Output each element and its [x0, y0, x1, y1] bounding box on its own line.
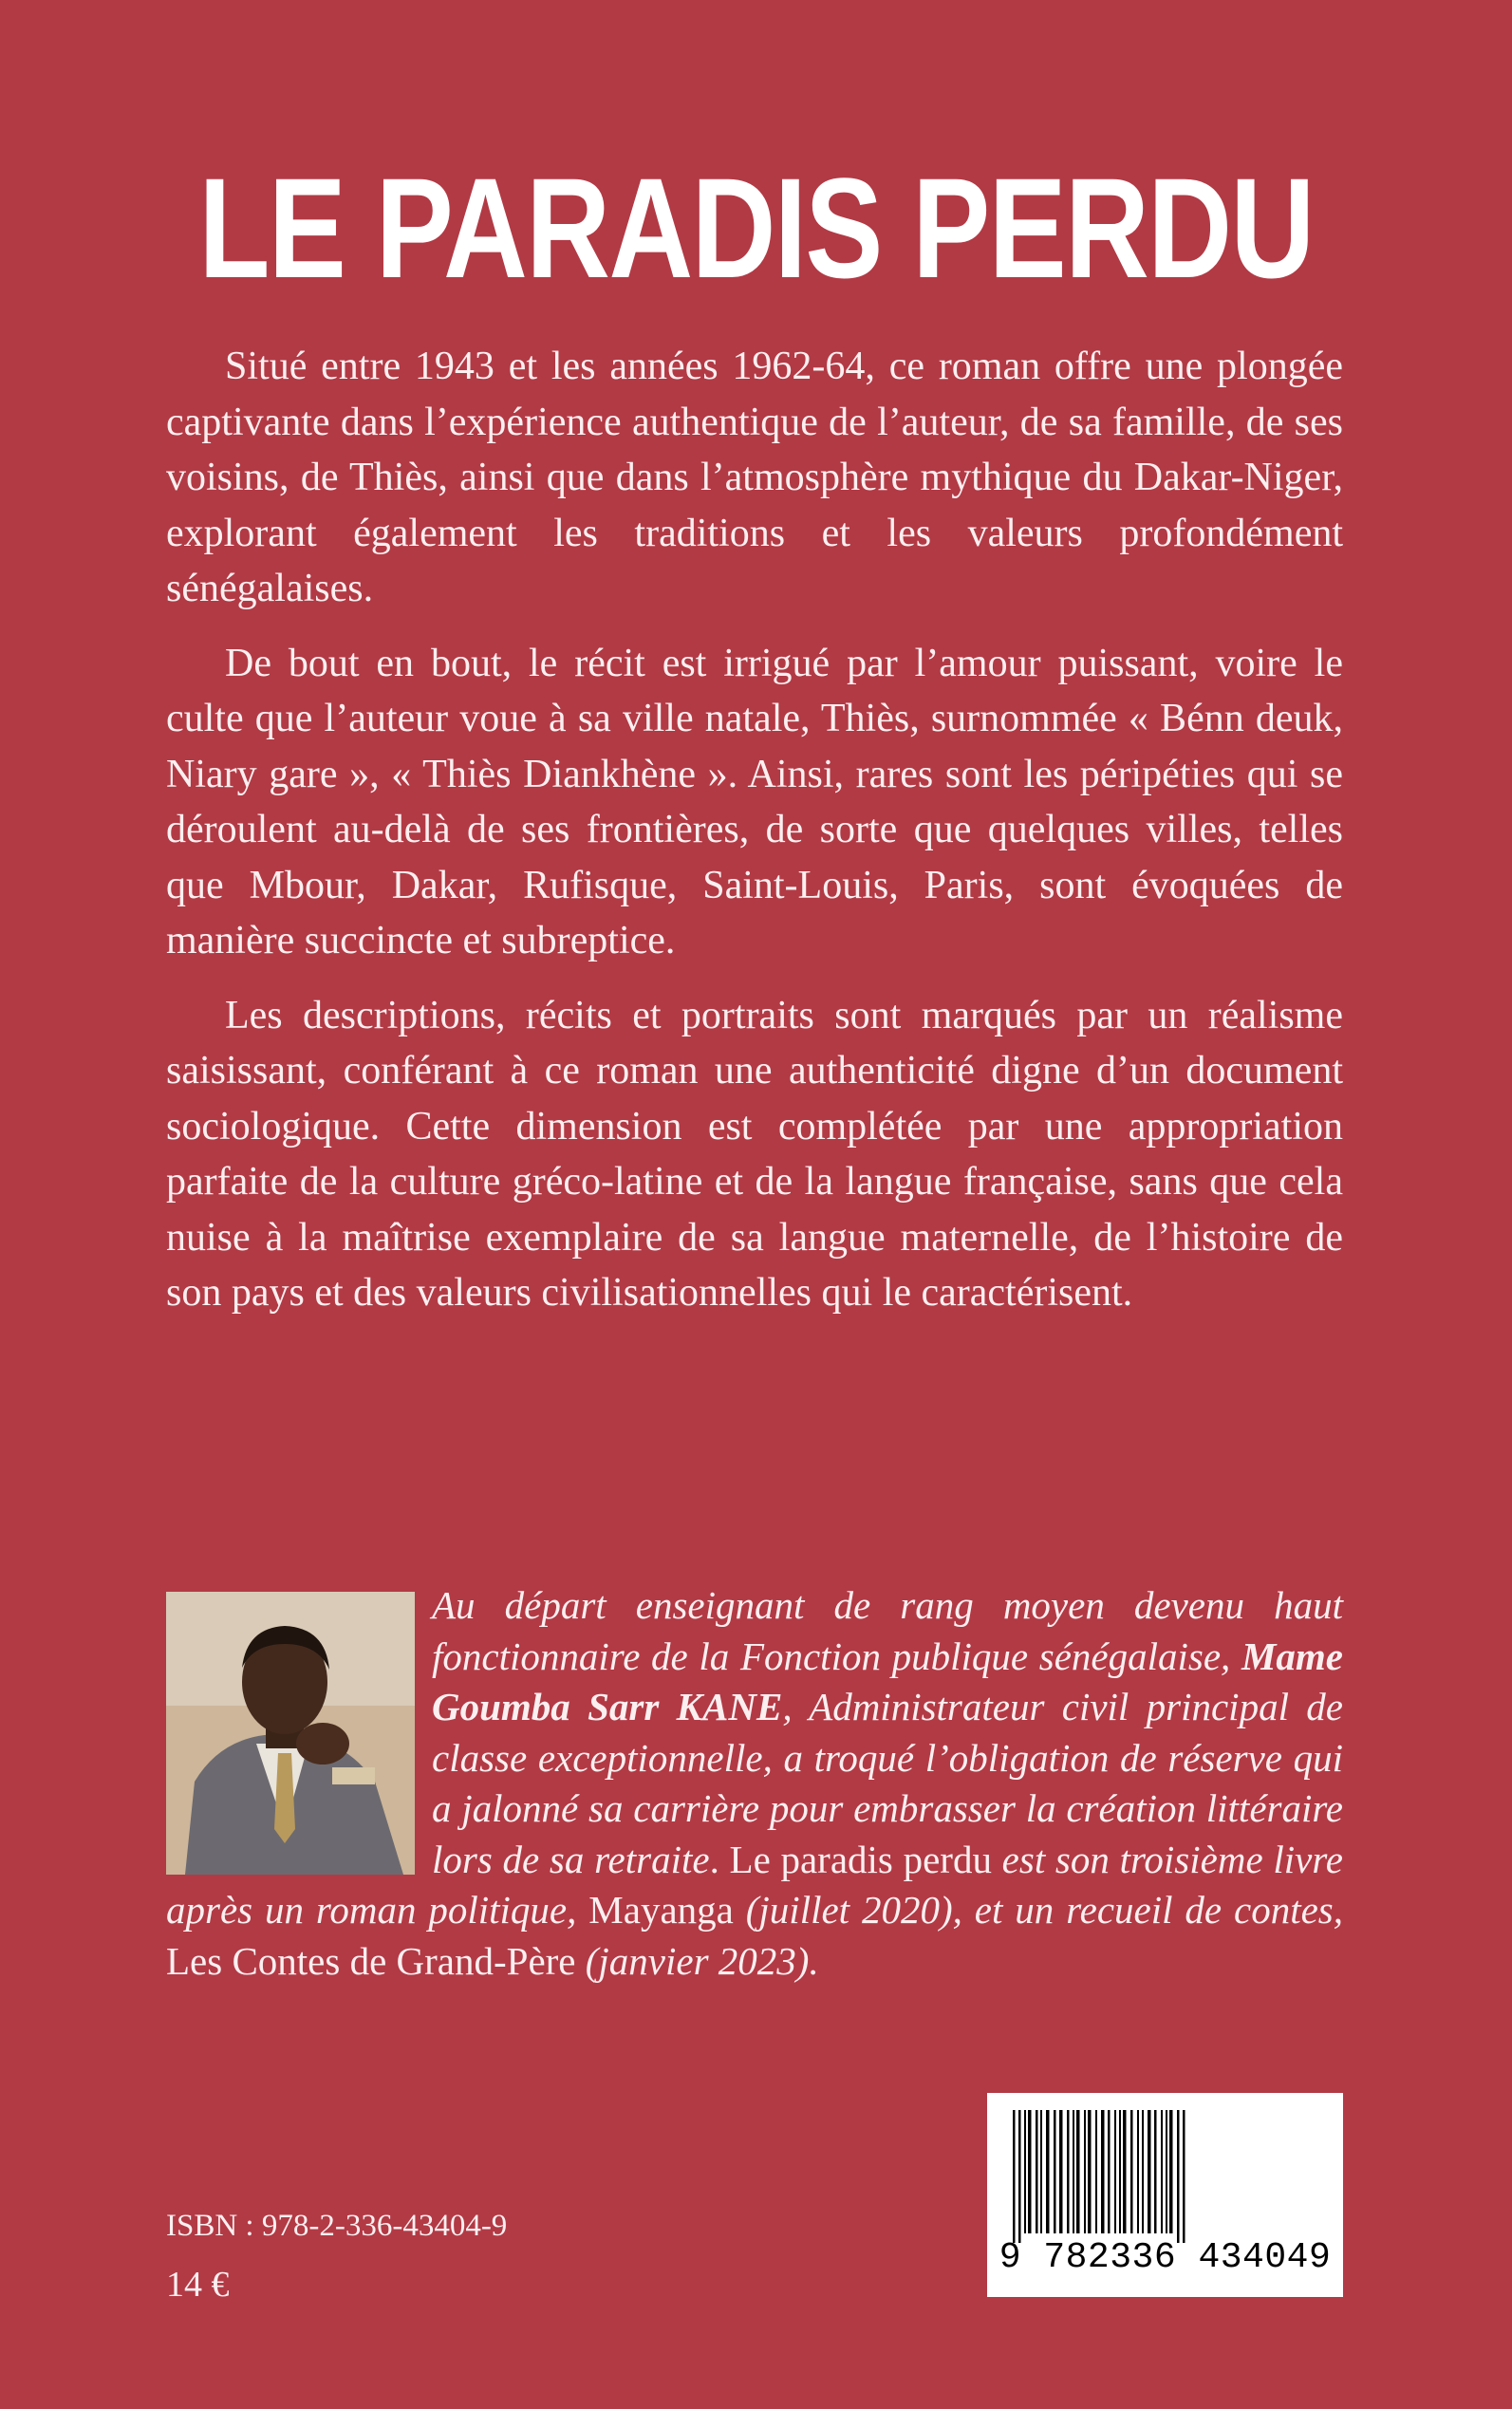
- bio-book2-title: Les Contes de Grand-Père: [166, 1938, 576, 1983]
- description-paragraph-2: De bout en bout, le récit est irrigué par l’amour puissant, voire le culte que l’auteur voue à sa ville natale, Thiès, surnommée « Bénn deuk, Niary gare », « Thiès Diankhène ». Ainsi, rares sont les péripéties qui se déroulent au-delà de ses frontières, de sorte que quelques villes, telles que Mbour, Dakar, Rufisque, Saint-Louis, Paris, sont évoquées de manière succincte et subreptice.: [166, 641, 1343, 962]
- book-description: [166, 339, 1343, 1340]
- barcode-bar: [1036, 2110, 1038, 2233]
- barcode-bar: [1114, 2110, 1116, 2233]
- barcode-bar: [1076, 2110, 1080, 2233]
- barcode-bar: [1166, 2110, 1167, 2233]
- barcode-digits: 9 782336 434049: [999, 2237, 1332, 2278]
- barcode-bar: [1018, 2110, 1021, 2243]
- description-paragraph-1: Situé entre 1943 et les années 1962-64, ce roman offre une plongée captivante dans l’expérience authentique de l’auteur, de sa famille, de ses voisins, de Thiès, ainsi que dans l’atmosphère mythique du Dakar-Niger, explorant également les traditions et les valeurs profondément sénégalaises.: [166, 345, 1343, 610]
- barcode-bar: [1154, 2110, 1157, 2233]
- photo-spacer: [166, 1580, 432, 1879]
- barcode-bar: [1028, 2110, 1032, 2233]
- book-title: LE PARADIS PERDU: [198, 148, 1314, 308]
- barcode: [987, 2093, 1343, 2297]
- bio-book1-title: Mayanga: [588, 1888, 734, 1932]
- barcode-bar: [1040, 2110, 1042, 2233]
- bio-text-part8: .: [809, 1938, 819, 1983]
- barcode-bar: [1073, 2110, 1074, 2233]
- price: 14 €: [166, 2265, 230, 2305]
- author-bio: [166, 1580, 1343, 1987]
- barcode-bar: [1142, 2110, 1144, 2233]
- barcode-bar: [1137, 2110, 1139, 2233]
- barcode-bar: [1161, 2110, 1163, 2233]
- barcode-bar: [1067, 2110, 1070, 2233]
- barcode-bar: [1130, 2110, 1133, 2233]
- isbn: ISBN : 978-2-336-43404-9: [166, 2209, 508, 2243]
- barcode-bar: [1088, 2110, 1092, 2233]
- bio-text-part2: , Administrateur civil principal de classe exceptionnelle, a troqué l’obligation de réserve qui a jalonné sa carrière pour embrasser la création littéraire lors de sa retraite: [432, 1685, 1343, 1881]
- description-paragraph-3: Les descriptions, récits et portraits sont marqués par un réalisme saisissant, conférant à ce roman une authenticité digne d’un document sociologique. Cette dimension est complétée par une appropriation parfaite de la culture gréco-latine et de la langue française, sans que cela nuise à la maîtrise exemplaire de sa langue maternelle, de l’histoire de son pays et des valeurs civilisationnelles qui le caractérisent.: [166, 993, 1343, 1315]
- barcode-bar: [1101, 2110, 1105, 2233]
- barcode-bar: [1054, 2110, 1056, 2233]
- barcode-bar: [1108, 2110, 1111, 2233]
- barcode-bar: [1059, 2110, 1063, 2233]
- barcode-bars: [1009, 2110, 1322, 2243]
- bio-text-part7: (janvier 2023): [575, 1938, 810, 1983]
- bio-text-part4: est son troisième livre après un roman politique,: [166, 1837, 1343, 1932]
- barcode-bar: [1046, 2110, 1050, 2233]
- barcode-bar: [1084, 2110, 1086, 2233]
- barcode-bar: [1177, 2110, 1180, 2243]
- barcode-bar: [1013, 2110, 1016, 2243]
- author-name: Mame Goumba Sarr KANE: [432, 1634, 1343, 1728]
- bio-text-part1: Au départ enseignant de rang moyen devenu haut fonctionnaire de la Fonction publique sénégalaise,: [432, 1583, 1343, 1678]
- bio-text-part3: . Le paradis perdu: [709, 1837, 992, 1881]
- barcode-bar: [1169, 2110, 1173, 2233]
- barcode-bar: [1183, 2110, 1185, 2243]
- barcode-bar: [1119, 2110, 1121, 2233]
- bio-text-part5: (juillet 2020): [733, 1888, 953, 1932]
- barcode-bar: [1123, 2110, 1127, 2233]
- bio-text-part6: , et un recueil de contes,: [952, 1888, 1344, 1932]
- barcode-bar: [1148, 2110, 1151, 2233]
- barcode-bar: [1024, 2110, 1026, 2233]
- barcode-bar: [1095, 2110, 1097, 2233]
